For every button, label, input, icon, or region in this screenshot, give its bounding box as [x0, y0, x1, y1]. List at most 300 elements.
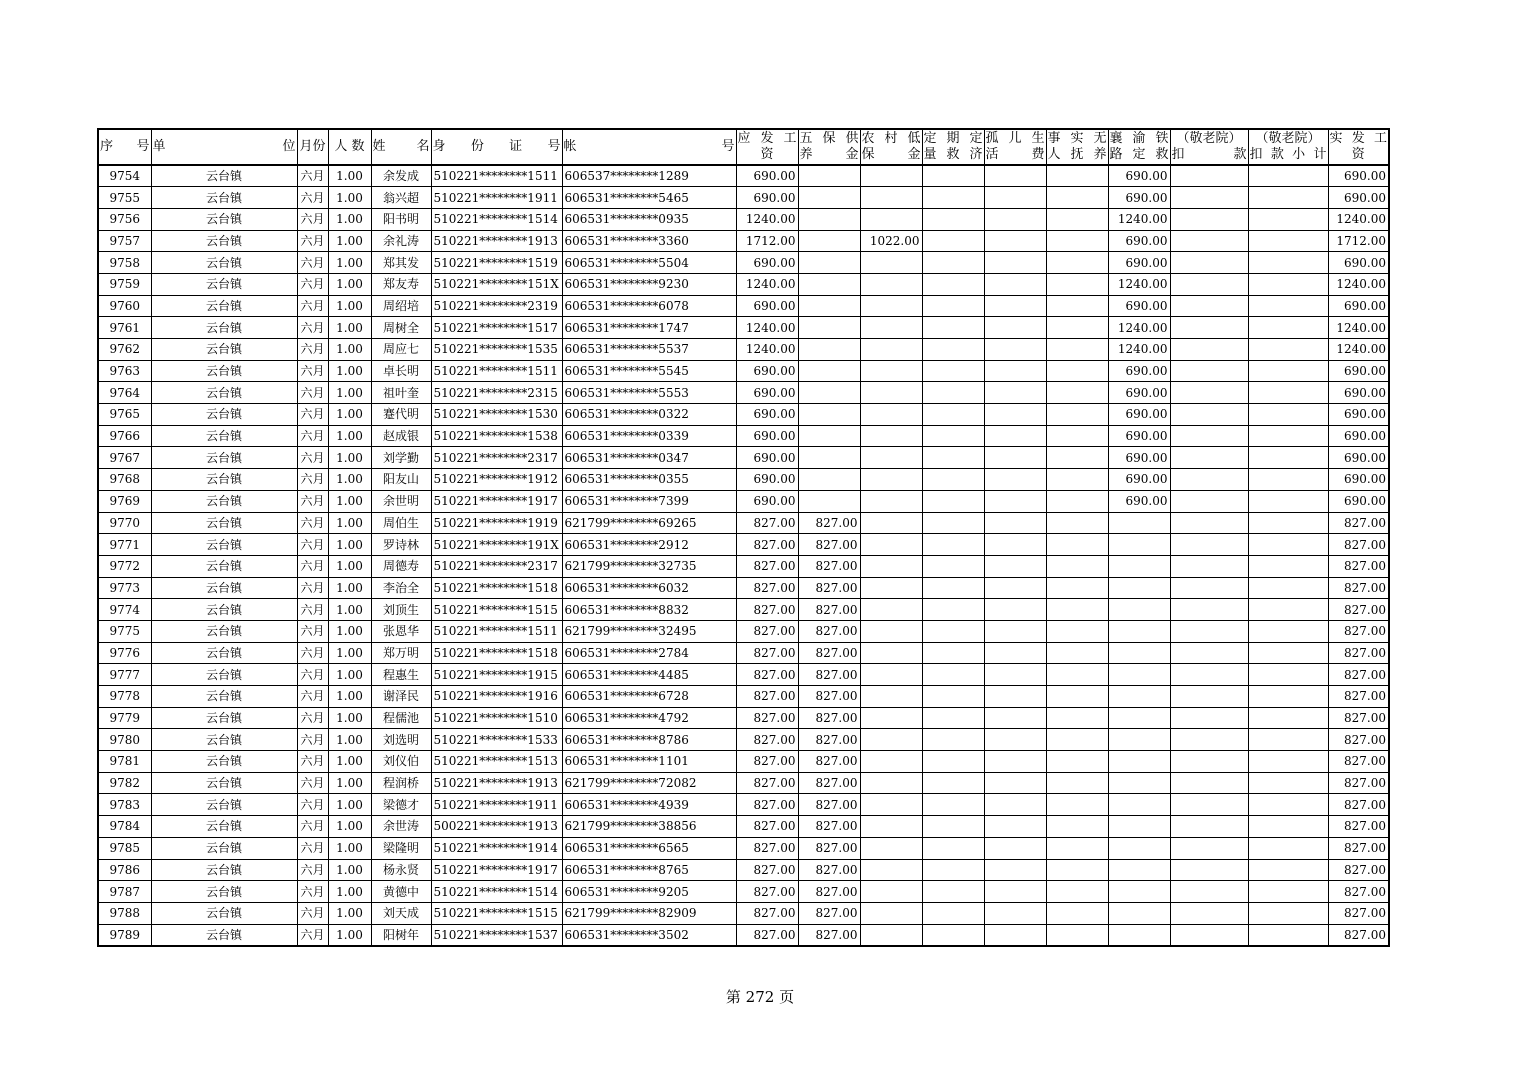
cell-wubao [798, 165, 860, 187]
cell-xiangyu: 690.00 [1108, 404, 1170, 426]
cell-id: 510221********1535 [431, 339, 562, 361]
cell-empty [984, 686, 1046, 708]
cell-unit: 云台镇 [151, 447, 297, 469]
cell-count: 1.00 [328, 686, 371, 708]
cell-seq: 9766 [98, 425, 151, 447]
cell-dibao [860, 404, 922, 426]
cell-unit: 云台镇 [151, 772, 297, 794]
cell-empty [1046, 599, 1108, 621]
cell-seq: 9763 [98, 360, 151, 382]
cell-dibao [860, 707, 922, 729]
cell-payable: 827.00 [736, 902, 798, 924]
cell-id: 510221********1538 [431, 425, 562, 447]
cell-empty [922, 534, 984, 556]
cell-seq: 9785 [98, 837, 151, 859]
cell-wubao: 827.00 [798, 881, 860, 903]
cell-count: 1.00 [328, 295, 371, 317]
cell-account: 606531********6078 [562, 295, 736, 317]
cell-unit: 云台镇 [151, 382, 297, 404]
cell-xiangyu [1108, 642, 1170, 664]
cell-account: 606531********4792 [562, 707, 736, 729]
cell-seq: 9771 [98, 534, 151, 556]
cell-empty [984, 187, 1046, 209]
cell-dibao [860, 555, 922, 577]
cell-seq: 9772 [98, 555, 151, 577]
cell-id: 510221********1911 [431, 187, 562, 209]
cell-empty [922, 686, 984, 708]
cell-empty [1248, 447, 1328, 469]
cell-dibao: 1022.00 [860, 230, 922, 252]
cell-seq: 9769 [98, 490, 151, 512]
cell-empty [1170, 794, 1248, 816]
cell-account: 606531********9230 [562, 273, 736, 295]
cell-seq: 9760 [98, 295, 151, 317]
cell-month: 六月 [297, 187, 328, 209]
cell-empty [1046, 469, 1108, 491]
cell-wubao [798, 295, 860, 317]
cell-month: 六月 [297, 230, 328, 252]
table-row [98, 729, 1389, 751]
cell-empty [1046, 707, 1108, 729]
cell-dibao [860, 382, 922, 404]
cell-month: 六月 [297, 339, 328, 361]
cell-xiangyu [1108, 924, 1170, 946]
cell-seq: 9765 [98, 404, 151, 426]
cell-dibao [860, 165, 922, 187]
cell-actual: 690.00 [1328, 404, 1389, 426]
cell-dibao [860, 859, 922, 881]
cell-empty [922, 252, 984, 274]
cell-seq: 9755 [98, 187, 151, 209]
cell-name: 杨永贤 [371, 859, 431, 881]
cell-seq: 9774 [98, 599, 151, 621]
table-header [98, 129, 1389, 165]
cell-empty [922, 924, 984, 946]
cell-empty [1046, 837, 1108, 859]
cell-empty [1170, 447, 1248, 469]
cell-empty [1170, 577, 1248, 599]
cell-id: 510221********1517 [431, 317, 562, 339]
cell-empty [1170, 729, 1248, 751]
cell-wubao: 827.00 [798, 686, 860, 708]
cell-dibao [860, 924, 922, 946]
table-row [98, 187, 1389, 209]
cell-count: 1.00 [328, 447, 371, 469]
cell-payable: 827.00 [736, 686, 798, 708]
cell-name: 谢泽民 [371, 686, 431, 708]
cell-payable: 827.00 [736, 707, 798, 729]
cell-account: 606531********5553 [562, 382, 736, 404]
cell-unit: 云台镇 [151, 490, 297, 512]
cell-empty [922, 664, 984, 686]
cell-xiangyu: 690.00 [1108, 447, 1170, 469]
cell-unit: 云台镇 [151, 339, 297, 361]
cell-month: 六月 [297, 707, 328, 729]
cell-seq: 9777 [98, 664, 151, 686]
cell-month: 六月 [297, 382, 328, 404]
cell-empty [984, 859, 1046, 881]
cell-wubao: 827.00 [798, 555, 860, 577]
cell-unit: 云台镇 [151, 165, 297, 187]
table-row [98, 664, 1389, 686]
cell-unit: 云台镇 [151, 729, 297, 751]
cell-actual: 827.00 [1328, 816, 1389, 838]
cell-dibao [860, 360, 922, 382]
table-row [98, 620, 1389, 642]
cell-count: 1.00 [328, 273, 371, 295]
cell-payable: 827.00 [736, 794, 798, 816]
cell-id: 510221********1511 [431, 620, 562, 642]
cell-dibao [860, 208, 922, 230]
cell-wubao [798, 187, 860, 209]
cell-count: 1.00 [328, 490, 371, 512]
cell-empty [1248, 208, 1328, 230]
cell-payable: 827.00 [736, 664, 798, 686]
payroll-table [97, 128, 1390, 947]
cell-xiangyu [1108, 772, 1170, 794]
cell-empty [1248, 339, 1328, 361]
cell-seq: 9786 [98, 859, 151, 881]
table-row [98, 382, 1389, 404]
cell-empty [1046, 425, 1108, 447]
cell-unit: 云台镇 [151, 534, 297, 556]
cell-name: 梁隆明 [371, 837, 431, 859]
cell-empty [1248, 577, 1328, 599]
cell-account: 606531********5545 [562, 360, 736, 382]
cell-payable: 690.00 [736, 382, 798, 404]
cell-payable: 690.00 [736, 252, 798, 274]
cell-payable: 1240.00 [736, 273, 798, 295]
cell-empty [1170, 425, 1248, 447]
cell-empty [922, 339, 984, 361]
cell-name: 卓长明 [371, 360, 431, 382]
cell-xiangyu [1108, 555, 1170, 577]
cell-account: 606531********0355 [562, 469, 736, 491]
table-row [98, 512, 1389, 534]
cell-unit: 云台镇 [151, 577, 297, 599]
cell-seq: 9783 [98, 794, 151, 816]
cell-empty [922, 490, 984, 512]
cell-xiangyu: 1240.00 [1108, 208, 1170, 230]
cell-payable: 827.00 [736, 924, 798, 946]
cell-xiangyu [1108, 881, 1170, 903]
cell-account: 606531********0339 [562, 425, 736, 447]
cell-actual: 690.00 [1328, 252, 1389, 274]
cell-empty [1170, 599, 1248, 621]
cell-wubao: 827.00 [798, 816, 860, 838]
cell-payable: 1240.00 [736, 317, 798, 339]
cell-id: 510221********2317 [431, 555, 562, 577]
cell-unit: 云台镇 [151, 230, 297, 252]
cell-empty [984, 425, 1046, 447]
cell-wubao: 827.00 [798, 837, 860, 859]
cell-dibao [860, 490, 922, 512]
table-row [98, 404, 1389, 426]
cell-month: 六月 [297, 490, 328, 512]
cell-empty [984, 664, 1046, 686]
cell-empty [1170, 534, 1248, 556]
cell-id: 510221********1915 [431, 664, 562, 686]
cell-dibao [860, 252, 922, 274]
cell-empty [1248, 642, 1328, 664]
cell-actual: 1712.00 [1328, 230, 1389, 252]
cell-empty [1046, 404, 1108, 426]
cell-empty [1046, 577, 1108, 599]
cell-unit: 云台镇 [151, 187, 297, 209]
cell-account: 606531********3502 [562, 924, 736, 946]
cell-dibao [860, 273, 922, 295]
cell-empty [1248, 252, 1328, 274]
cell-count: 1.00 [328, 837, 371, 859]
cell-empty [1248, 707, 1328, 729]
cell-payable: 827.00 [736, 555, 798, 577]
cell-id: 510221********1514 [431, 881, 562, 903]
cell-payable: 827.00 [736, 881, 798, 903]
cell-wubao [798, 425, 860, 447]
cell-dibao [860, 577, 922, 599]
table-row [98, 772, 1389, 794]
cell-empty [922, 577, 984, 599]
cell-wubao: 827.00 [798, 512, 860, 534]
cell-empty [922, 751, 984, 773]
cell-unit: 云台镇 [151, 273, 297, 295]
cell-seq: 9778 [98, 686, 151, 708]
cell-empty [1248, 469, 1328, 491]
cell-month: 六月 [297, 859, 328, 881]
cell-payable: 690.00 [736, 425, 798, 447]
header-unit: 单 位 [151, 129, 297, 165]
cell-empty [922, 599, 984, 621]
cell-actual: 690.00 [1328, 469, 1389, 491]
header-count: 人 数 [328, 129, 371, 165]
cell-payable: 827.00 [736, 577, 798, 599]
cell-account: 621799********32495 [562, 620, 736, 642]
cell-dibao [860, 837, 922, 859]
header-seq: 序 号 [98, 129, 151, 165]
cell-empty [1248, 425, 1328, 447]
cell-empty [984, 599, 1046, 621]
cell-empty [1046, 165, 1108, 187]
cell-count: 1.00 [328, 707, 371, 729]
cell-actual: 827.00 [1328, 577, 1389, 599]
cell-empty [1046, 751, 1108, 773]
cell-empty [1248, 230, 1328, 252]
cell-dibao [860, 512, 922, 534]
cell-actual: 1240.00 [1328, 317, 1389, 339]
table-row [98, 881, 1389, 903]
cell-wubao [798, 230, 860, 252]
cell-empty [1046, 902, 1108, 924]
cell-actual: 827.00 [1328, 729, 1389, 751]
cell-actual: 1240.00 [1328, 208, 1389, 230]
cell-empty [984, 642, 1046, 664]
cell-dibao [860, 686, 922, 708]
cell-xiangyu: 690.00 [1108, 469, 1170, 491]
cell-name: 周应七 [371, 339, 431, 361]
cell-id: 500221********1913 [431, 816, 562, 838]
cell-actual: 827.00 [1328, 902, 1389, 924]
cell-empty [1170, 707, 1248, 729]
table-row [98, 642, 1389, 664]
cell-unit: 云台镇 [151, 469, 297, 491]
cell-unit: 云台镇 [151, 686, 297, 708]
cell-payable: 1240.00 [736, 339, 798, 361]
cell-id: 510221********1514 [431, 208, 562, 230]
cell-empty [1046, 382, 1108, 404]
cell-empty [922, 404, 984, 426]
header-jinglao-subtotal: （敬老院） 扣 款 小 计 [1248, 129, 1328, 165]
cell-account: 606531********0935 [562, 208, 736, 230]
cell-payable: 827.00 [736, 772, 798, 794]
cell-unit: 云台镇 [151, 794, 297, 816]
cell-count: 1.00 [328, 577, 371, 599]
cell-empty [1046, 664, 1108, 686]
cell-empty [984, 534, 1046, 556]
cell-empty [922, 837, 984, 859]
header-payable: 应 发 工 资 [736, 129, 798, 165]
cell-id: 510221********1917 [431, 490, 562, 512]
cell-empty [1248, 295, 1328, 317]
cell-unit: 云台镇 [151, 425, 297, 447]
cell-wubao [798, 360, 860, 382]
cell-empty [1046, 339, 1108, 361]
cell-empty [984, 382, 1046, 404]
cell-name: 刘仪伯 [371, 751, 431, 773]
cell-empty [1170, 686, 1248, 708]
cell-month: 六月 [297, 881, 328, 903]
header-id: 身 份 证 号 [431, 129, 562, 165]
cell-empty [922, 382, 984, 404]
cell-empty [984, 165, 1046, 187]
cell-empty [922, 772, 984, 794]
cell-id: 510221********1513 [431, 751, 562, 773]
cell-dibao [860, 642, 922, 664]
cell-name: 郑其发 [371, 252, 431, 274]
cell-count: 1.00 [328, 360, 371, 382]
cell-dibao [860, 772, 922, 794]
cell-count: 1.00 [328, 404, 371, 426]
cell-payable: 827.00 [736, 534, 798, 556]
cell-empty [1248, 187, 1328, 209]
cell-name: 郑万明 [371, 642, 431, 664]
cell-seq: 9776 [98, 642, 151, 664]
cell-empty [1170, 404, 1248, 426]
header-actual: 实 发 工 资 [1328, 129, 1389, 165]
table-row [98, 577, 1389, 599]
cell-id: 510221********1917 [431, 859, 562, 881]
cell-empty [1170, 555, 1248, 577]
cell-id: 510221********191X [431, 534, 562, 556]
cell-actual: 827.00 [1328, 772, 1389, 794]
cell-empty [1170, 187, 1248, 209]
cell-xiangyu: 690.00 [1108, 165, 1170, 187]
cell-empty [1046, 729, 1108, 751]
cell-empty [922, 425, 984, 447]
cell-payable: 827.00 [736, 859, 798, 881]
cell-month: 六月 [297, 577, 328, 599]
cell-dibao [860, 339, 922, 361]
cell-seq: 9780 [98, 729, 151, 751]
header-wubao: 五 保 供 养 金 [798, 129, 860, 165]
header-account: 帐 号 [562, 129, 736, 165]
cell-empty [1248, 490, 1328, 512]
cell-id: 510221********2315 [431, 382, 562, 404]
cell-actual: 1240.00 [1328, 339, 1389, 361]
cell-account: 621799********72082 [562, 772, 736, 794]
cell-unit: 云台镇 [151, 208, 297, 230]
cell-empty [922, 447, 984, 469]
cell-name: 赵成银 [371, 425, 431, 447]
cell-id: 510221********1530 [431, 404, 562, 426]
cell-count: 1.00 [328, 794, 371, 816]
cell-dibao [860, 881, 922, 903]
cell-actual: 690.00 [1328, 360, 1389, 382]
cell-seq: 9758 [98, 252, 151, 274]
cell-wubao [798, 404, 860, 426]
table-row [98, 230, 1389, 252]
cell-xiangyu [1108, 837, 1170, 859]
cell-name: 周树全 [371, 317, 431, 339]
cell-month: 六月 [297, 252, 328, 274]
cell-xiangyu: 690.00 [1108, 230, 1170, 252]
cell-empty [1046, 447, 1108, 469]
cell-empty [1046, 490, 1108, 512]
cell-month: 六月 [297, 599, 328, 621]
cell-actual: 827.00 [1328, 794, 1389, 816]
cell-account: 621799********32735 [562, 555, 736, 577]
cell-name: 余发成 [371, 165, 431, 187]
cell-account: 606531********5465 [562, 187, 736, 209]
cell-empty [1046, 686, 1108, 708]
cell-id: 510221********1511 [431, 165, 562, 187]
cell-name: 余世涛 [371, 816, 431, 838]
cell-unit: 云台镇 [151, 317, 297, 339]
cell-payable: 827.00 [736, 751, 798, 773]
table-row [98, 490, 1389, 512]
cell-seq: 9756 [98, 208, 151, 230]
cell-month: 六月 [297, 447, 328, 469]
table-row [98, 555, 1389, 577]
cell-empty [984, 924, 1046, 946]
cell-count: 1.00 [328, 382, 371, 404]
header-xiangyu: 襄 渝 铁 路 定 救 [1108, 129, 1170, 165]
cell-empty [984, 208, 1046, 230]
cell-empty [984, 794, 1046, 816]
cell-xiangyu: 1240.00 [1108, 339, 1170, 361]
cell-month: 六月 [297, 273, 328, 295]
cell-month: 六月 [297, 208, 328, 230]
cell-month: 六月 [297, 642, 328, 664]
cell-empty [1248, 360, 1328, 382]
cell-empty [1170, 902, 1248, 924]
cell-unit: 云台镇 [151, 816, 297, 838]
cell-xiangyu: 690.00 [1108, 382, 1170, 404]
cell-actual: 827.00 [1328, 534, 1389, 556]
cell-wubao: 827.00 [798, 924, 860, 946]
cell-unit: 云台镇 [151, 707, 297, 729]
cell-empty [984, 447, 1046, 469]
cell-actual: 827.00 [1328, 881, 1389, 903]
cell-account: 606531********1747 [562, 317, 736, 339]
cell-xiangyu [1108, 512, 1170, 534]
cell-account: 606531********2912 [562, 534, 736, 556]
cell-count: 1.00 [328, 729, 371, 751]
cell-empty [1170, 273, 1248, 295]
cell-id: 510221********1912 [431, 469, 562, 491]
cell-empty [984, 816, 1046, 838]
cell-wubao [798, 490, 860, 512]
table-row [98, 751, 1389, 773]
